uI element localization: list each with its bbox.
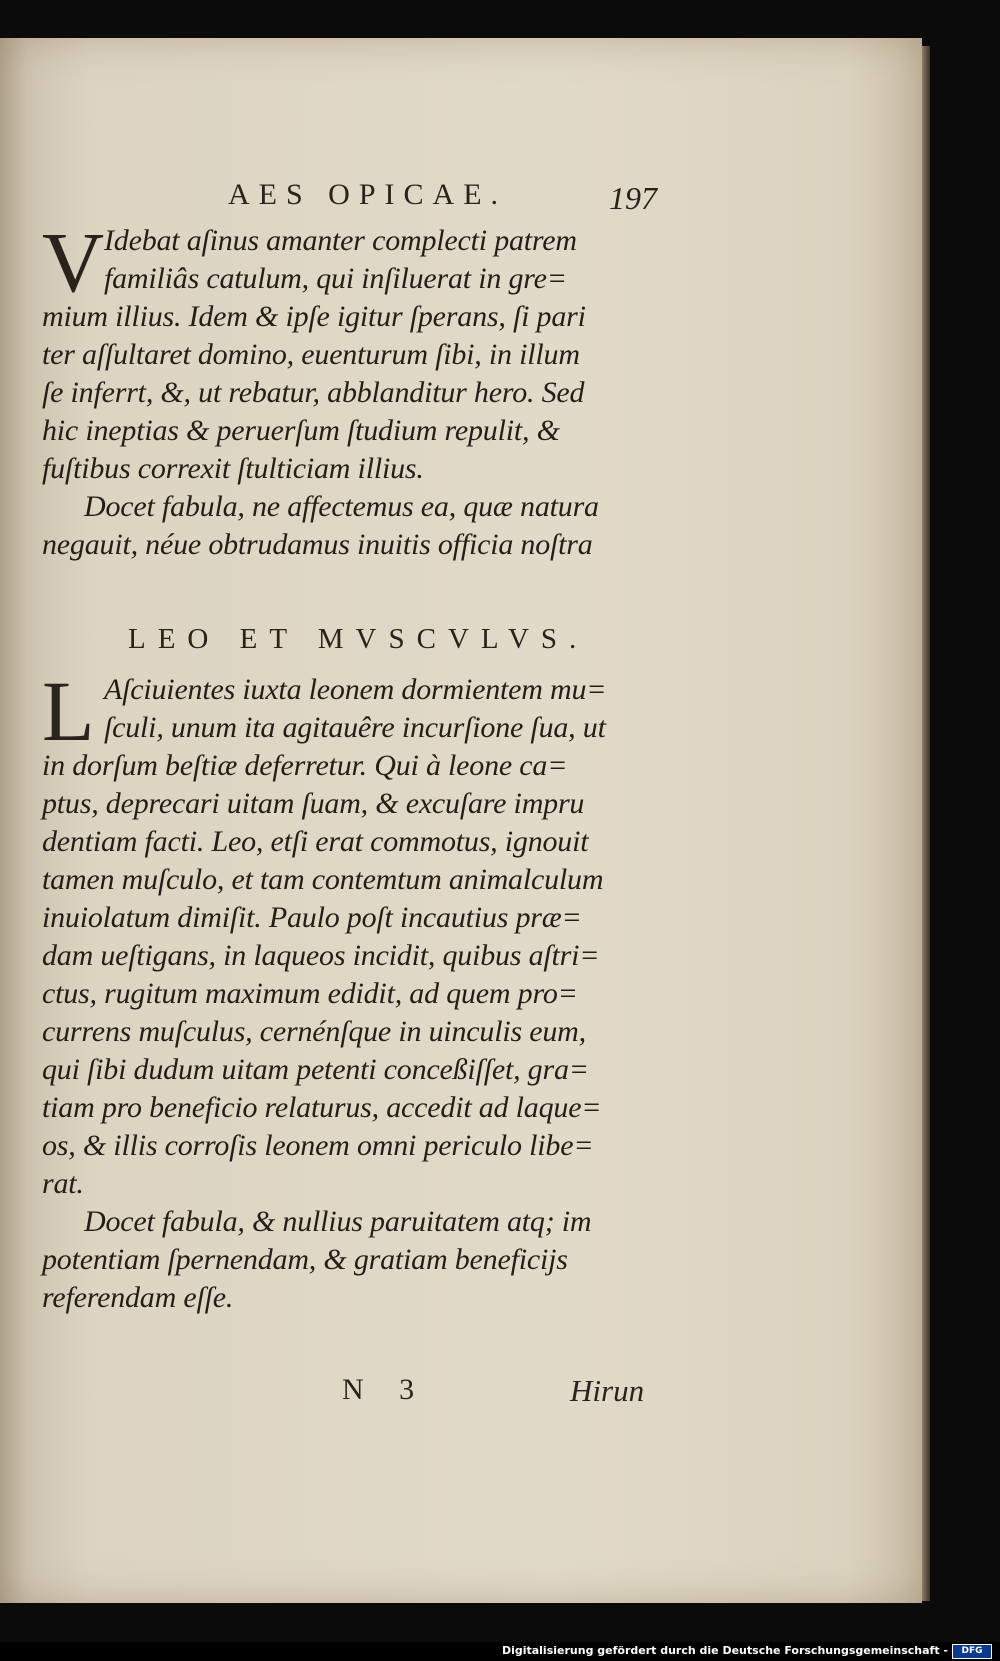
text-line: qui ſibi dudum uitam petenti conceßiſſet, gra= xyxy=(42,1053,589,1086)
fable-2-text xyxy=(42,663,664,1317)
moral-line: Docet fabula, & nullius paruitatem atq; im xyxy=(84,1205,592,1238)
text-line: inuiolatum dimiſit. Paulo poſt incautius præ= xyxy=(42,901,582,934)
page-edge xyxy=(922,46,930,1601)
text-line: in dorſum beſtiæ deferretur. Qui à leone ca= xyxy=(42,749,568,782)
text-line: ſculi, unum ita agitauêre incurſione ſua, ut xyxy=(104,711,606,744)
signature-mark: N 3 xyxy=(342,1373,429,1406)
moral-line: potentiam ſpernendam, & gratiam beneficijs xyxy=(42,1243,568,1276)
fable-1-text xyxy=(42,214,664,564)
drop-cap-initial: V xyxy=(42,214,105,310)
moral-line: negauit, néue obtrudamus inuitis officia noſtra xyxy=(42,528,593,561)
text-line: Aſciuientes iuxta leonem dormientem mu= xyxy=(104,673,607,706)
text-line: rat. xyxy=(42,1167,84,1200)
digitization-credit: Digitalisierung gefördert durch die Deutsche Forschungsgemeinschaft - xyxy=(501,1644,948,1657)
catchword: Hirun xyxy=(570,1373,645,1408)
text-line: ctus, rugitum maximum edidit, ad quem pro= xyxy=(42,977,578,1010)
text-line: currens muſculus, cernénſque in uinculis eum, xyxy=(42,1015,586,1048)
text-line: tiam pro beneficio relaturus, accedit ad laque= xyxy=(42,1091,602,1124)
text-line: familiâs catulum, qui inſiluerat in gre= xyxy=(104,262,567,295)
text-line: tamen muſculo, et tam contemtum animalculum xyxy=(42,863,604,896)
text-line: fuſtibus correxit ſtulticiam illius. xyxy=(42,452,424,485)
moral-line: referendam eſſe. xyxy=(42,1281,234,1314)
text-line: os, & illis corroſis leonem omni periculo libe= xyxy=(42,1129,594,1162)
text-line: ter aſſultaret domino, euenturum ſibi, in illum xyxy=(42,338,580,371)
moral-line: Docet fabula, ne affectemus ea, quæ natura xyxy=(84,490,599,523)
text-line: ſe inferrt, &, ut rebatur, abblanditur hero. Sed xyxy=(42,376,585,409)
text-line: dentiam facti. Leo, etſi erat commotus, ignouit xyxy=(42,825,589,858)
dfg-logo: DFG xyxy=(952,1644,992,1659)
text-line: ptus, deprecari uitam ſuam, & excuſare impru xyxy=(42,787,585,820)
text-line: dam ueſtigans, in laqueos incidit, quibus aſtri= xyxy=(42,939,600,972)
drop-cap-initial: L xyxy=(42,663,95,759)
page-number: 197 xyxy=(609,180,657,216)
book-page xyxy=(0,38,922,1603)
text-line: hic ineptias & peruerſum ſtudium repulit, & xyxy=(42,414,560,447)
catch-row xyxy=(0,1373,922,1415)
fable-title: LEO ET MVSCVLVS. xyxy=(128,623,589,655)
running-head xyxy=(0,178,922,222)
text-line: Idebat aſinus amanter complecti patrem xyxy=(104,224,577,257)
text-line: mium illius. Idem & ipſe igitur ſperans, ſi pari xyxy=(42,300,586,333)
running-title: AES OPICAE. xyxy=(228,178,508,211)
